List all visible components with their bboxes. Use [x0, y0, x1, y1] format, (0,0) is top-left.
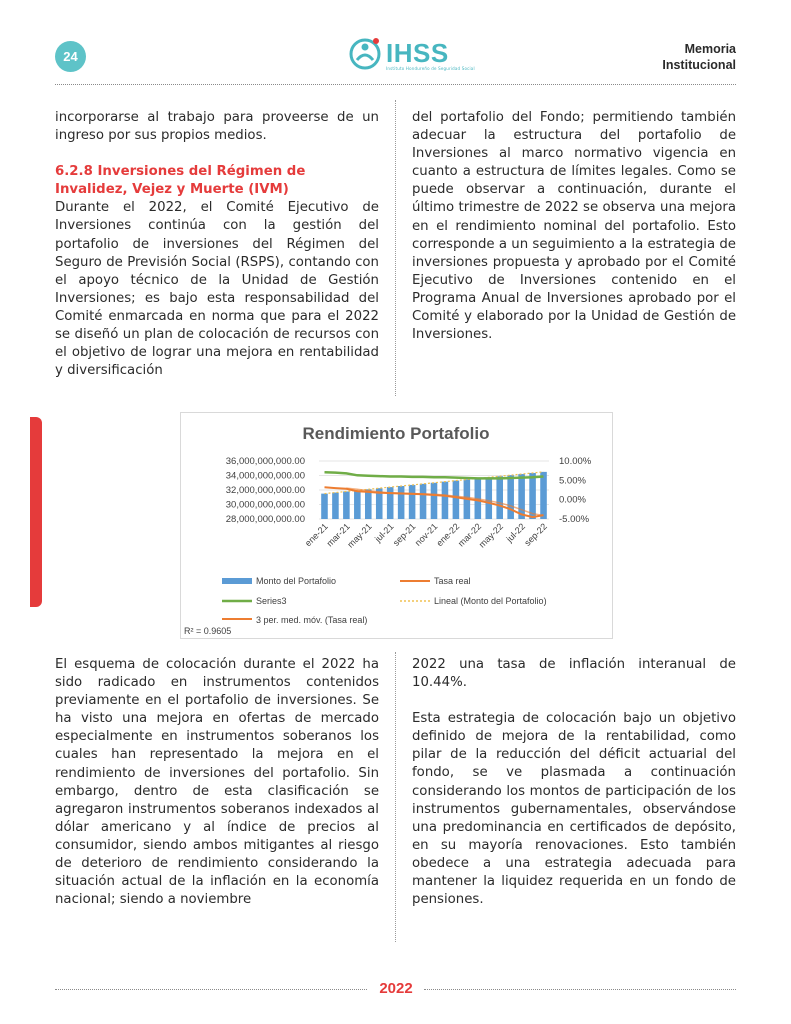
legend-label-series3: Series3: [256, 596, 287, 606]
chart-legend: [222, 576, 547, 625]
legend-label-moving-average: 3 per. med. móv. (Tasa real): [256, 615, 368, 625]
x-tick-label: jul-21: [372, 521, 396, 544]
footer-divider-left: [55, 989, 367, 990]
y-left-tick-label: 32,000,000,000.00: [225, 485, 305, 496]
bar-monto-portafolio: [365, 489, 372, 519]
bar-monto-portafolio: [321, 494, 328, 519]
body-paragraph-2: Esta estrategia de colocación bajo un objetivo definido de mejora de la rentabilidad, como pilar de la reducción del déficit actuarial del fondo, se ve plasmada a continuación considerando los montos de participación de los instrumentos gubernamentales, observándose una predominancia en certificados de depósito, en su mayoría renovaciones. Esto también obedece a una estrategia adecuada para mantener la liquidez requerida en un fondo de pensiones.: [412, 711, 736, 908]
x-tick-label: sep-21: [390, 521, 418, 548]
y-right-tick-label: -5.00%: [559, 514, 590, 525]
logo-text: IHSS: [386, 38, 449, 68]
x-tick-label: ene-22: [434, 521, 462, 549]
chart-title: Rendimiento Portafolio: [302, 424, 490, 443]
bar-monto-portafolio: [343, 491, 350, 519]
footer-divider-right: [424, 989, 736, 990]
text-column-2: [412, 109, 736, 344]
bar-monto-portafolio: [540, 472, 547, 519]
bar-monto-portafolio: [453, 481, 460, 519]
x-tick-label: mar-21: [324, 521, 352, 549]
bar-monto-portafolio: [496, 476, 503, 519]
legend-swatch-monto: [222, 578, 252, 584]
bar-monto-portafolio: [354, 490, 361, 519]
portfolio-chart: [180, 412, 613, 639]
bar-monto-portafolio: [507, 475, 514, 519]
x-tick-label: jul-22: [504, 521, 528, 544]
bar-monto-portafolio: [409, 485, 416, 519]
intro-paragraph: incorporarse al trabajo para proveerse de un ingreso por sus propios medios.: [55, 110, 379, 144]
doc-title-line1: Memoria: [684, 42, 736, 56]
y-left-tick-label: 36,000,000,000.00: [225, 456, 305, 467]
x-tick-label: may-21: [345, 521, 374, 550]
y-right-tick-label: 5.00%: [559, 475, 586, 487]
document-title: [662, 41, 736, 73]
chart-svg: [181, 413, 612, 638]
y-left-tick-label: 34,000,000,000.00: [225, 470, 305, 482]
body-paragraph: del portafolio del Fondo; permitiendo también adecuar la estructura del portafolio de Inversiones al marco normativo vigencia en cuanto a estructura de límites legales. Como se puede observar a continuación, durante el último trimestre de 2022 se observa una mejora en el rendimiento nominal del portafolio. Esto corresponde a un seguimiento a la estrategia de inversiones propuesta y aprobado por el Comité Ejecutivo de Inversiones contenido en el Programa Anual de Inversiones aprobado por el Comité y elaborado por la Unidad de Gestión de Inversiones.: [412, 110, 736, 343]
doc-title-line2: Institucional: [662, 58, 736, 72]
x-tick-label: ene-21: [302, 521, 330, 549]
body-paragraph-1: 2022 una tasa de inflación interanual de 10.44%.: [412, 657, 736, 691]
text-column-1: [55, 109, 379, 380]
logo-subtext: Instituto Hondureño de Seguridad Social: [386, 66, 475, 71]
bar-monto-portafolio: [398, 486, 405, 519]
section-heading: 6.2.8 Inversiones del Régimen de Invalidez, Vejez y Muerte (IVM): [55, 164, 306, 198]
bar-monto-portafolio: [442, 482, 449, 519]
bar-monto-portafolio: [332, 493, 339, 519]
page-number: 24: [63, 49, 78, 64]
legend-label-tasa-real: Tasa real: [434, 576, 471, 586]
text-column-4: [412, 656, 736, 909]
legend-label-monto: Monto del Portafolio: [256, 576, 337, 586]
legend-label-lineal: Lineal (Monto del Portafolio): [434, 596, 547, 606]
y-left-tick-label: 28,000,000,000.00: [225, 514, 305, 525]
column-divider-top: [395, 100, 396, 396]
side-accent-bar: [30, 417, 42, 607]
bar-monto-portafolio: [485, 477, 492, 519]
y-right-tick-label: 0.00%: [559, 494, 586, 506]
bar-monto-portafolio: [420, 484, 427, 519]
bar-monto-portafolio: [431, 483, 438, 519]
body-paragraph: El esquema de colocación durante el 2022 ha sido radicado en instrumentos contenidos previamente en el portafolio de inversiones. Se ha visto una mejora en ofertas de mercado especialmente en instrumentos soberanos los cuales han representado la mejora en el rendimiento de inversiones del portafolio. Sin embargo, dentro de esta clasificación se agregaron instrumentos soberanos indexados al dólar americano y al índice de precios al consumidor, siendo ambos mitigantes al riesgo de deterioro de rendimiento considerando la situación actual de la inflación en la economía nacional; siendo a noviembre: [55, 657, 379, 908]
header-divider: [55, 84, 736, 85]
r-squared-annotation: R² = 0.9605: [184, 626, 232, 636]
column-divider-bottom: [395, 652, 396, 942]
x-tick-label: nov-21: [412, 521, 440, 548]
x-tick-label: mar-22: [455, 521, 484, 549]
page-number-badge: [55, 41, 86, 72]
text-column-3: [55, 656, 379, 909]
y-left-tick-label: 30,000,000,000.00: [225, 499, 305, 511]
footer-year: 2022: [379, 980, 413, 997]
x-tick-label: may-22: [476, 521, 506, 550]
body-paragraph: Durante el 2022, el Comité Ejecutivo de Inversiones continúa con la gestión del portafolio de inversiones del Régimen del Seguro de Previsión Social (RSPS), contando con el apoyo técnico de la Unidad de Gestión Inversiones; es bajo esta responsabilidad del Comité enmarcada en norma que para el 2022 se diseñó un plan de colocación de recursos con el objetivo de lograr una mejora en rentabilidad y diversificación: [55, 200, 379, 379]
y-right-tick-label: 10.00%: [559, 456, 592, 467]
x-tick-label: sep-22: [522, 521, 549, 548]
